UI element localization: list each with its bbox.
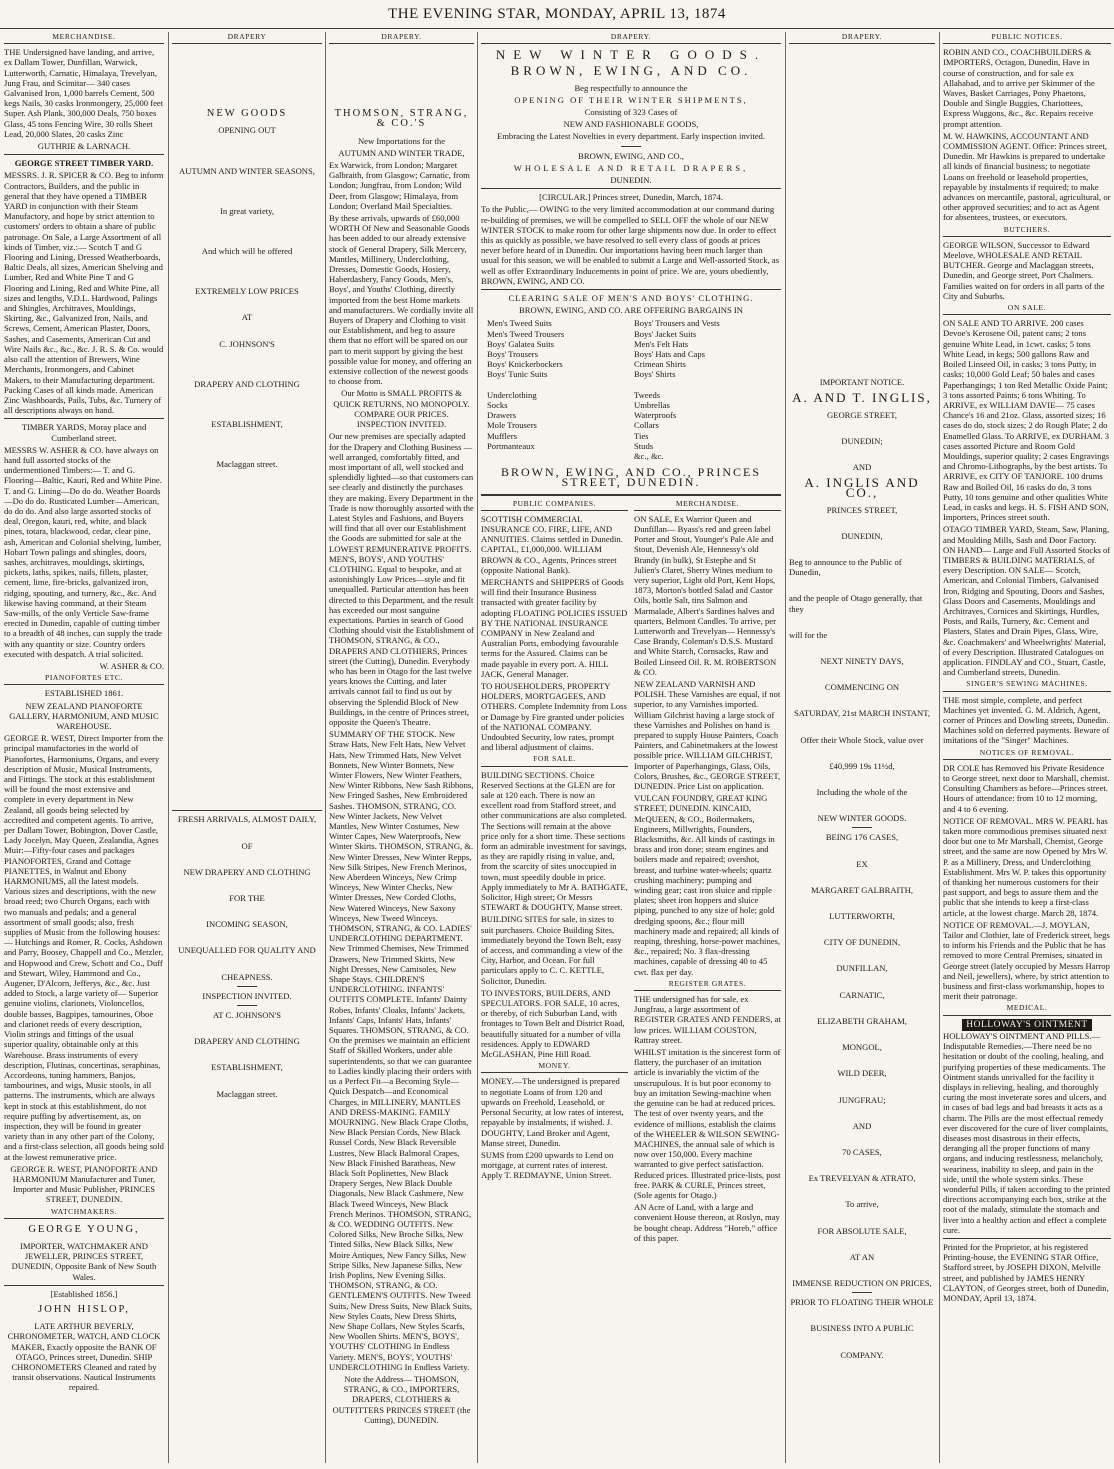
advert-address: BROWN, EWING, AND CO., PRINCES STREET, DUNEDIN. <box>500 465 761 490</box>
advert-text: VULCAN FOUNDRY, GREAT KING STREET, DUNEDIN. KINCAID, McQUEEN, & CO., Boilermakers, Engineers, Millwrights, Founders, Blacksmiths, &c. All kinds of castings in brass and iron done; steam engines and boilers made and repaired; overshot, breast, and turbine water-wheels; quartz crushing machinery; pumping and winding gear; cast iron sluice and ripple plates; sheet iron hoppers and sluice piping, punched to any size of hole; gold dredging spoons, &c.; flour mill machinery made and repaired; all kinds of reaping, threshing, horse-power machines, &c., repaired; No. 3 flax-dressing machines, capable of dressing 40 to 45 cwt. flax per day. <box>634 793 781 977</box>
advert-line: C. JOHNSON'S <box>219 338 275 349</box>
section-header: MERCHANDISE. <box>4 32 164 44</box>
advert-established: ESTABLISHED 1861. <box>44 688 124 699</box>
advert-spicer: MESSRS. J. R. SPICER & CO. Beg to inform Contractors, Builders, and the public in general that they have opened a TIMBER YARD in conjunction with their Steam Manufactory, and hope by strict attention to customers' orders to obtain a share of public patronage. On Sale, a Large Assortment of all kinds of Timber, viz.:— Scotch T and G Flooring and Lining, Dressed Weatherboards, Baltic Deals, all sizes, American Shelving and Lumber, Red and White Pine T and G Flooring and Lining, Red and White Pine, all sizes and lengths, V.D.L. Hardwood, Palings and Shingles, Architraves, Mouldings, Skirting, &c., Galvanized Iron, Nails, and Screws, Cement, American Plaster, Doors, Sashes, and Casements, American Cut and Wire Nails &c., &c., &c. J. R. S. & Co. would also call the attention of Brewers, Wine Merchants, Ironmongers, and Cabinet Makers, to their Manufacturing department. Packing Cases of all kinds made. American Zinc Washboards, Pails, Tubs, &c. Turnery of all descriptions always on hand. <box>4 170 164 416</box>
advert-line: COMPANY. <box>840 1349 884 1360</box>
advert-line: Beg respectfully to announce the <box>574 82 688 93</box>
section-header: PUBLIC COMPANIES. <box>481 499 628 511</box>
masthead-title: THE EVENING STAR, MONDAY, APRIL 13, 1874 <box>388 6 726 22</box>
advert-text: TO INVESTORS, BUILDERS, AND SPECULATORS. FOR SALE, 10 acres, or thereby, of rich Suburban Land, with frontages to Town Belt and District Road, beautifully situated for a number of villa residences. Apply to EDWARD McGLASHAN, Pine Hill Road. <box>481 987 625 1060</box>
advert-line: PRINCES STREET, <box>826 504 898 515</box>
column-rule <box>939 32 940 1463</box>
advert-line: PRIOR TO FLOATING THEIR WHOLE <box>790 1297 934 1308</box>
advert-line: BUSINESS INTO A PUBLIC <box>810 1323 914 1334</box>
section-header: DRAPERY. <box>789 32 935 44</box>
advert-wilson: GEORGE WILSON, Successor to Edward Meelove, WHOLESALE AND RETAIL BUTCHER. George and Maclaggan streets, Dunedin, and George street, Port Chalmers. Families waited on for orders in all parts of the City and Suburbs. <box>943 239 1105 301</box>
advert-line: Ex TREVELYAN & ATRATO, <box>808 1173 916 1184</box>
advert-line: EX <box>856 858 868 869</box>
section-header: DRAPERY <box>172 32 322 44</box>
advert-title: GEORGE STREET TIMBER YARD. <box>14 158 154 169</box>
ship-name: CARNATIC, <box>839 989 885 1000</box>
advert-title: GEORGE YOUNG, <box>28 1223 140 1235</box>
section-header: FOR SALE. <box>481 754 628 766</box>
list-item: Tweeds <box>634 389 661 400</box>
column-rule <box>477 32 478 1463</box>
advert-line: NEW DRAPERY AND CLOTHING <box>183 866 311 877</box>
advert-text: AN Acre of Land, with a large and convenient House thereon, at Roslyn, may be bought cheap. Address "Horeb," office of this paper. <box>634 1202 780 1243</box>
divider <box>4 154 164 155</box>
advert-line: AND <box>852 462 872 473</box>
divider <box>4 1285 164 1286</box>
advert-line: A. AND T. INGLIS, <box>792 390 932 406</box>
ship-name: MARGARET GALBRAITH, <box>810 884 913 895</box>
masthead <box>0 2 1114 29</box>
list-item: Men's Tweed Trousers <box>487 328 565 339</box>
list-item: Boys' Hats and Caps <box>634 349 706 360</box>
advert-text: WHILST imitation is the sincerest form of flattery, the purchaser of an imitation article is invariably the victim of the unscrupulous. It is but poor economy to buy an imitation Sewing-machine when the genuine can be had at reduced prices. The test of over twenty years, and the evidence of millions, establish the claims of the WHEELER & WILSON SEWING-MACHINES, the annual sale of which is now over 150,000. Every machine warranted to give perfect satisfaction. Reduced prices. Illustrated price-lists, post free. PARK & CURLE, Princes street, (Sole agents for Otago.) <box>634 1047 781 1200</box>
advert-text: SUMS from £200 upwards to Lend on mortgage, at current rates of interest. Apply T. REDMAYNE, Union Street. <box>481 1149 614 1181</box>
advert-guthrie: THE Undersigned have landing, and arrive, ex Dallam Tower, Dunfillan, Warwick, Lutterworth, Carnatic, Himalaya, Trevelyan, Jung Frau, and Scimitar— 340 cases Galvanised Iron, 1,000 barrels Cement, 500 kegs Nails, 30 casks Ironmongery, 25,000 feet Super. Ash Plank, 300,000 Deals, 750 boxes Glass, 45 tons Fencing Wire, 30 rolls Sheet Lead, 20,000 Slates, 20 casks Zinc <box>4 47 164 139</box>
advert-line: AT <box>241 312 253 323</box>
advert-text: NEW ZEALAND VARNISH AND POLISH. These Varnishes are equal, if not superior, to any Varnishes imported. William Gilchrist having a large stock of these Varnishes and Polishes on hand is prepared to supply House Painters, Coach Painters, and Cabinetmakers at the lowest possible price. WILLIAM GILCHRIST, Importer of Paperhangings, Glass, Oils, Colors, Brushes, &c., GEORGE STREET, DUNEDIN. Price List on application. <box>634 678 781 791</box>
section-header: MERCHANDISE. <box>634 499 781 511</box>
column-drapery-brown-ewing <box>481 32 781 1463</box>
advert-text: Ex Warwick, from London; Margaret Galbraith, from Glasgow; Carnatic, from London; Jungfrau, from London; Wild Deer, from Glasgow; Himalaya, from London; Overland Mail Specialties. <box>329 160 470 211</box>
section-header: DRAPERY. <box>481 32 781 44</box>
advert-text: MONEY.—The undersigned is prepared to negotiate Loans of from 120 and upwards on Freehold, Leasehold, or Personal Security, at low rates of interest, repayable by instalments, if wished. J. DOUGHTY, Land Broker and Agent, Manse street, Dunedin. <box>481 1076 624 1148</box>
ship-name: CITY OF DUNEDIN, <box>823 937 901 948</box>
advert-young: IMPORTER, WATCHMAKER AND JEWELLER, PRINCES STREET, DUNEDIN, Opposite Bank of New South Wales. <box>11 1240 157 1282</box>
section-header: ON SALE. <box>943 303 1111 315</box>
divider <box>481 289 781 290</box>
advert-signature: GUTHRIE & LARNACH. <box>37 141 131 152</box>
advert-line: NEW GOODS <box>206 108 288 120</box>
ship-name: DUNFILLAN, <box>836 963 888 974</box>
advert-line: DUNEDIN; <box>841 435 883 446</box>
advert-holloway: HOLLOWAY'S OINTMENT AND PILLS.—Indisputable Remedies.—There need be no hesitation or doubt of the cooling, healing, and purifying properties of these medicaments. The Ointment stands unrivalled for the facility it displays in relieving, healing, and thoroughly curing the most inveterate sores and ulcers, and in cases of bad legs and bad breasts it acts as a charm. The Pills are the most effectual remedy ever discovered for the cure of liver complaints, diseases most disastrous in their effects, deranging all the proper functions of many organs, and inducing restlessness, melancholy, weariness, inability to sleep, and pain in the side, until the whole system sinks. These wonderful Pills, if taken according to the printed directions accompanying each box, strike at the root of the malady, stimulate the stomach and liver into a healthy action and effect a complete cure. <box>943 1030 1111 1235</box>
list-item: Ties <box>634 430 649 441</box>
advert-line: BROWN, EWING, AND CO. ARE OFFERING BARGAINS IN <box>519 305 743 316</box>
list-item: Portmanteaux <box>487 440 535 451</box>
list-item: Drawers <box>487 410 517 421</box>
advert-line: In great variety, <box>219 205 275 216</box>
advert-hislop: LATE ARTHUR BEVERLY, CHRONOMETER, WATCH, AND CLOCK MAKER, Exactly opposite the BANK OF OTAGO, Princes street, Dunedin. SHIP CHRONOMETERS Cleaned and rated by transit observations. Nautical Instruments repaired. <box>7 1321 161 1393</box>
column-merchandise <box>4 32 164 1463</box>
advert-title: THOMSON, STRANG, & CO.'S <box>334 108 469 130</box>
ship-name: WILD DEER, <box>837 1068 887 1079</box>
advert-line: AT AN <box>849 1251 875 1262</box>
ship-name: LUTTERWORTH, <box>829 911 895 922</box>
advert-text: Our new premises are specially adapted for the Drapery and Clothing Business — well arranged, comfortably fitted, and most important of all, well stocked and splendidly lighted—so that customers can see clearly and distinctly the purchases they are making. Every Department in the Trade is now thoroughly assorted with the Latest Styles and Fashions, and Buyers will find that all over our Establishment the Goods are submitted for sale at the LOWEST REMUNERATIVE PROFITS. MEN'S, BOYS', AND YOUTHS' CLOTHING. Equal to bespoke, and at astonishingly Low Prices—style and fit unequalled. Particular attention has been directed to this Department, and the result has exceeded our most sanguine expectations. Parties in search of Good Clothing should visit the Establishment of THOMSON, STRANG, & CO., DRAPERS AND CLOTHIERS, Princes street (the Cutting), Dunedin. Everybody who has been in Otago for the last twelve years knows the Cutting, and later arrivals cannot fail to find us out by observing the Splendid Block of New Buildings, in the centre of Princes street, opposite the Queen's Theatre. <box>329 431 474 727</box>
advert-line: Maclaggan street. <box>216 1088 278 1099</box>
notice-cole: DR COLE has Removed his Private Residence to George street, next door to Marshall, chemist. Consulting Chambers as before—Princes street. Hours of attendance: from 10 to 12 morning, and 4 to 6 evening. <box>943 762 1110 814</box>
advert-singer: THE most simple, complete, and perfect Machines yet invented. G. M. Aldrich, Agent, corner of Princes and Dowling streets, Dunedin. Machines sold on deferred payments. Beware of imitations of the "Singer" Machines. <box>943 694 1110 746</box>
advert-line: AT C. JOHNSON'S <box>212 1010 281 1021</box>
advert-line: Consisting of 323 Cases of <box>584 107 678 118</box>
imprint: Printed for the Proprietor, at his registered Printing-house, the EVENING STAR Office, Stafford street, by JOSEPH DIXON, Melville street, and published by JAMES HENRY CLAYTON, of Georges street, both of Dunedin, MONDAY, April 13, 1874. <box>943 1241 1109 1303</box>
list-item: Collars <box>634 420 659 431</box>
advert-robin: ROBIN AND CO., COACHBUILDERS & IMPORTERS, Octagon, Dunedin, Have in course of construction, and for sale ex Allahabad, and to arrive per Skimmer of the Waves, Basket Carriages, Pony Phaetons, Double and Single Buggies, Chariottees, Express Waggons, &c., &c. Repairs receive prompt attention. <box>943 47 1095 129</box>
advert-text: MERCHANTS and SHIPPERS of Goods will find their Insurance Business transacted with greater facility by adopting FLOATING POLICIES ISSUED BY THE NATIONAL INSURANCE COMPANY in New Zealand and Australian Ports, embodying favourable terms for the Assured. Claims can be made payable in every port. A. HILL JACK, General Manager. <box>481 576 628 679</box>
column-rule <box>168 32 169 1463</box>
list-item: Boys' Shirts <box>634 369 676 380</box>
section-header: NOTICES OF REMOVAL. <box>943 748 1111 760</box>
list-item: Mufflers <box>487 430 517 441</box>
advert-line: AND <box>852 1120 872 1131</box>
circular-text: To the Public,— OWING to the very limited accommodation at our command during re-building of premises, we will be compelled to SELL OFF the whole of our NEW WINTER STOCK to make room for other large shipments now due. In order to effect this as quickly as possible, we have resolved to sell every class of goods at prices never before heard of in Dunedin. Our importations having been much larger than usual for this season, we will be enabled to submit a Large and Well-assorted Stock, as well as offer Extraordinary Inducements in point of price. We are, yours obediently, BROWN, EWING, AND CO. <box>481 204 780 286</box>
section-header: PIANOFORTES ETC. <box>4 673 164 685</box>
section-header: SINGER'S SEWING MACHINES. <box>943 679 1111 691</box>
advert-text: TO HOUSEHOLDERS, PROPERTY HOLDERS, MORTGAGEES, AND OTHERS. Complete Indemnity from Loss or Damage by Fire granted under policies of the NATIONAL COMPANY. Undoubted Security, low rates, prompt and liberal adjustment of claims. <box>481 680 627 753</box>
section-header: PUBLIC NOTICES. <box>943 32 1111 44</box>
list-item: Crimean Shirts <box>634 359 686 370</box>
advert-motto: Our Motto is SMALL PROFITS & QUICK RETURNS, NO MONOPOLY. COMPARE OUR PRICES. INSPECTION INVITED. <box>333 388 470 430</box>
list-item: Underclothing <box>487 389 537 400</box>
advert-line: and the people of Otago generally, that they <box>789 593 923 614</box>
ship-name: ELIZABETH GRAHAM, <box>817 1015 907 1026</box>
advert-fish: ON SALE AND TO ARRIVE. 200 cases Devoe's Kerosene Oil, patent cans; 2 tons genuine White Lead, in 1cwt. casks; 5 tons White Lead, in kegs; 500 gallons Raw and Boiled Linseed Oil, in casks; 3 tons Putty, in casks; 10,000 Gold Leaf; 50 bales and cases Paperhangings; 1 ton Red Metallic Oxide Paint; 3 tons assorted Paints; 6 tons Whiting. To ARRIVE, ex WILLIAM DAVIE— 75 cases Chance's 16 and 21oz. Glass, assorted sizes; 16 cases do do, stock sizes; 2 do Rough Plate; 2 do Enamelled Glass. To ARRIVE, ex DURHAM. 3 cases assorted Picture and Room Gold Mouldings, superior quality; 2 cases Engravings and Chromo-Lithographs, by the best artists. To ARRIVE, ex CITY OF TANJORE. 100 drums Raw and Boiled Oil, 16 casks do do, 3 tons Putty, 10 tons genuine and other qualities White Lead, in casks and kegs. H. S. FISH AND SON, Importers, Princes street south. <box>943 318 1110 523</box>
list-item: Boys' Galatea Suits <box>487 338 554 349</box>
list-item: Boys' Knickerbockers <box>487 359 563 370</box>
list-item: Socks <box>487 399 508 410</box>
notice-moylan: NOTICE OF REMOVAL.—J. MOYLAN, Tailor and Clothier, late of Frederick street, begs to inform his Friends and the Public that he has removed to more Central Premises, situated in George street (lately occupied by Messrs Harrop and Neil, jewellers), where, by strict attention to business and first-class workmanship, hopes to merit their patronage. <box>943 919 1110 1002</box>
lower-split <box>481 499 781 1245</box>
bargain-list-right <box>634 318 775 461</box>
list-item: Mole Trousers <box>487 420 537 431</box>
holloway-badge-text: HOLLOWAY'S OINTMENT <box>962 1019 1091 1031</box>
divider <box>481 188 781 189</box>
advert-line: DUNEDIN, <box>841 530 883 541</box>
advert-line: A. INGLIS AND CO., <box>804 475 920 501</box>
advert-asher: MESSRS W. ASHER & CO. have always on hand full assorted stocks of the undermentioned Timbers:— T. and G. Flooring—Baltic, Kauri, Red and White Pine. T. and G. Lining—Do do do. Weather Boards—Do do do. Rusticated Lumber—American, do do do. And also large assorted stocks of deal, Oregon, kauri, red, white, and black pines, totara, blackwood, cedar, clear pine, ash, American and Colonial shelving, lumber, Hobart Town palings and shingles, doors, sashes, architraves, mouldings, skirtings, pickets, laths, spikes, nails, fillets, plaster, cement, lime, fire-bricks, galvanized iron, ridging, spouting, and turnery, &c., &c. And likewise having command, at their Steam Saw-mills, of the only Verticle Saw-frame erected in Dunedin, capable of cutting timber to a breadth of 48 inches, can supply the trade with any quantity or size. Country orders executed with despatch. A trial solicited. <box>4 444 162 659</box>
bargain-list <box>487 318 775 461</box>
advert-line: ESTABLISHMENT, <box>211 419 283 430</box>
column-rule <box>785 32 786 1463</box>
advert-line: FOR ABSOLUTE SALE, <box>817 1225 907 1236</box>
advert-line: ESTABLISHMENT, <box>211 1062 283 1073</box>
column-public-notices <box>943 32 1111 1463</box>
advert-title: CLEARING SALE OF MEN'S AND BOYS' CLOTHING. <box>508 293 754 304</box>
lower-left <box>481 499 628 1245</box>
divider <box>943 1238 1111 1239</box>
ship-name: JUNGFRAU; <box>838 1094 886 1105</box>
advert-signature: GEORGE R. WEST, PIANOFORTE AND HARMONIUM Manufacturer and Tuner, Importer and Music Publisher, PRINCES STREET, DUNEDIN. <box>10 1163 158 1205</box>
advert-title: NEW ZEALAND PIANOFORTE GALLERY, HARMONIUM, AND MUSIC WAREHOUSE. <box>9 700 159 731</box>
advert-line: INSPECTION INVITED. <box>202 990 292 1001</box>
section-header: WATCHMAKERS. <box>4 1207 164 1219</box>
advert-line: BEING 176 CASES, <box>825 832 899 843</box>
advert-title: NEW WINTER GOODS. <box>495 47 767 63</box>
list-item: Boys' Trousers and Vests <box>634 318 720 329</box>
advert-line: IMMENSE REDUCTION ON PRICES, <box>792 1277 932 1288</box>
advert-line: EXTREMELY LOW PRICES <box>195 286 299 297</box>
advert-line: AUTUMN AND WINTER SEASONS, <box>179 165 315 176</box>
list-item: Men's Felt Hats <box>634 338 689 349</box>
advert-stock: SUMMARY OF THE STOCK. New Straw Hats, New Felt Hats, New Velvet Hats, New Trimmed Hats, New Velvet Bonnets, New Winter Bonnets, New Winter Flowers, New Winter Feathers, New Winter Ribbons, New Sash Ribbons, New Fringed Sashes, New Embroidered Sashes. THOMSON, STRANG, CO. New Winter Jackets, New Velvet Mantles, New Winter Costumes, New Winter Capes, New Waterproofs, New Winter Skirts. THOMSON, STRANG, &. New Winter Dresses, New Winter Repps, New Silk Stripes, New French Merinos, New Aberdeen Winceys, New Crimp Winceys, New Winter Checks, New Winter Dresses, New Corded Cloths, New Watered Winceys, New Saxony Winceys, New Tweed Winceys. THOMSON, STRANG, & CO. LADIES' UNDERCLOTHING DEPARTMENT. New Trimmed Chemises, New Trimmed Drawers, New Trimmed Skirts, New Night Dresses, New Camisoles, New Shape Stays. CHILDREN'S UNDERCLOTHING. INFANTS' OUTFITS COMPLETE. Infants' Dainty Robes, Infants' Cloaks, Infants' Jackets, Infants' Caps, Infants' Hats, Infants' Squares. THOMSON, STRANG, & CO. On the premises we maintain an efficient Staff of Skilled Workers, under able superintendents, so that we can guarantee to Ladies kindly placing their orders with us a Perfect Fit—a Becoming Style—Quick Despatch—and Economical Charges, in MILLINERY, MANTLES AND DRESS-MAKING. FAMILY MOURNING. New Black Crape Cloths, New Black Persian Cords, New Black Russel Cords, New Black Reversible Lustres, New Black Balmoral Crapes, New Black Finished Baratheas, New Black Soft Poplinettes, New Black Drapery Serges, New Black Double Diagonals, New Black Cashmere, New Black Tweed Winceys, New Black French Merinos. THOMSON, STRANG, & CO. WEDDING OUTFITS. New Colored Silks, New Broche Silks, New Tinted Silks, New Black Silks, New Moire Antiques, New Fancy Silks, New Stripe Silks, New Japanese Silks, New Irish Poplins, New Evening Silks. THOMSON, STRANG, & CO. GENTLEMEN'S OUTFITS. New Tweed Suits, New Dress Suits, New Black Suits, New Styles Coats, New Dress Shirts, New Shape Collars, New Styles Scarfs, New Woollen Shirts. MEN'S, BOYS', YOUTHS' CLOTHING In Endless Variety. MEN'S, BOYS', YOUTHS' UNDERCLOTHING In Endless Variety. <box>329 729 474 1372</box>
advert-line: New Importations for the <box>357 135 446 146</box>
advert-line: NEW WINTER GOODS. <box>817 813 907 824</box>
advert-line: FRESH ARRIVALS, ALMOST DAILY, <box>177 814 317 825</box>
advert-line: DRAPERY AND CLOTHING <box>194 378 300 389</box>
advert-line: SATURDAY, 21st MARCH INSTANT, <box>794 708 930 719</box>
advert-line: UNEQUALLED FOR QUALITY AND <box>178 945 316 956</box>
advert-west: GEORGE R. WEST, Direct Importer from the principal manufactories in the world of Pianofortes, Harmoniums, Organs, and every description of Music, Musical Instruments, and Fittings. The stock at this establishment will be found the most extensive and complete in every department in New Zealand, all goods being selected by accredited and competent agents. To arrive, per Dallam Tower, Bobington, Dover Castle, Lady Jocelyn, May Queen, Zealandia, Agnes Muir:—Fifty-four cases and packages PIANOFORTES, Grand and Cottage PIANETTES, in Walnut and Ebony HARMONIUMS, all the latest models. Various sizes and descriptions, with the new broad reed; two Church Organs, each with two manuals and pedals; and a general assortment of small goods; also, fresh supplies of Music from the following houses:— Hutchings and Romer, R. Cocks, Ashdown and Parry, Boosey, Chappell and Co., Metzler, and Hopwood and Crew, Schott and Co., Duff and Stewart, Wiley, Hammond and Co., Augener, D'Alcorn, Jefferys, &c., &c. Just added to Stock, a large variety of— Superior genuine violins, clarionets, Violoncellos, double basses, Bagpipes, tamourines, Oboe and clarionet reeds of every description, Violin strings and fittings of the usual superior quality, obtainable only at this Warehouse. Brass instruments of every description, Flutinas, concertinas, seraphinas, Accordeons, tuning hammers, Banjos, tambourines, and wigs, Music stools, in all patterns. The instruments, which are always kept in stock at this establishment, do not require puffing by advertisement, as, on inspection, they will be found in greater variety than in any other part of the Colony, and a first-class selection, all goods being sold at the lowest remunerative price. <box>4 733 164 1162</box>
divider <box>481 494 781 496</box>
advert-line: OPENING OF THEIR WINTER SHIPMENTS, <box>514 94 748 105</box>
ship-name: MONGOL, <box>842 1042 882 1053</box>
column-drapery-inglis <box>789 32 935 1463</box>
advert-line: GEORGE STREET, <box>826 409 898 420</box>
list-item: Waterproofs <box>634 410 677 421</box>
lower-right <box>634 499 781 1245</box>
advert-line: Embracing the Latest Novelties in every department. Early inspection invited. <box>497 131 765 142</box>
advert-line: CHEAPNESS. <box>221 971 273 982</box>
advert-text: BUILDING SITES for sale, in sizes to suit purchasers. Choice Building Sites, immediately beyond the Town Belt, easy of access, and commanding a view of the City, Harbor, and Ocean. For full particulars apply to C. C. KETTLE, Solicitor, Dunedin. <box>481 914 623 986</box>
advert-line: FOR THE <box>229 893 265 904</box>
column-drapery-thomson <box>329 32 474 1463</box>
divider <box>4 418 164 419</box>
advert-text: THE undersigned has for sale, ex Jungfrau, a large assortment of REGISTER GRATES AND FENDERS, at low prices. WILLIAM COUSTON, Rattray street. <box>634 994 781 1045</box>
advert-line: COMMENCING ON <box>824 682 900 693</box>
section-header: DRAPERY. <box>329 32 474 44</box>
advert-line: NEXT NINETY DAYS, <box>820 656 904 667</box>
advert-line: WHOLESALE AND RETAIL DRAPERS, <box>513 162 749 173</box>
holloway-badge <box>943 1019 1111 1031</box>
advert-line: Offer their Whole Stock, value over <box>800 734 924 745</box>
advert-line: To arrive, <box>845 1199 879 1210</box>
advert-line: 70 CASES, <box>842 1146 882 1157</box>
advert-title: BROWN, EWING, AND CO. <box>510 63 752 79</box>
advert-line: will for the <box>789 629 828 640</box>
section-header: MONEY. <box>481 1061 628 1073</box>
advert-line: Maclaggan street. <box>216 459 278 470</box>
advert-line: OF <box>241 840 253 851</box>
advert-hawkins: M. W. HAWKINS, ACCOUNTANT AND COMMISSION AGENT. Office: Princes street, Dunedin. Mr Hawkins is prepared to undertake all kinds of financial business; to negotiate Loans on freehold or leasehold properties, repayable by instalments if required; to make advances on mercantile, pastoral, agricultural, or other approved securities; and to act as Agent for absentees, trustees, or executors. <box>943 130 1111 223</box>
advert-line: AUTUMN AND WINTER TRADE, <box>338 147 465 158</box>
list-item: Men's Tweed Suits <box>487 318 552 329</box>
advert-text: By these arrivals, upwards of £60,000 WORTH Of New and Seasonable Goods has been added to our already extensive stock of General Drapery, Silk Mercery, Mantles, Millinery, Underclothing, Dresses, Domestic Goods, Hosiery, Haberdashery, Fancy Goods, Men's, Boys', and Youths' Clothing, directly imported from the best Home markets and manufacturers. We cordially invite all Buyers of Drapery and Clothing to visit our Establishment, and beg to assure them that no effort will be spared on our part to merit support by giving the best possible value for money, and offering an extensive collection of the newest goods to choose from. <box>329 213 474 387</box>
section-header: REGISTER GRATES. <box>634 979 781 991</box>
advert-line: And which will be offered <box>201 246 293 257</box>
list-item: Boys' Tunic Suits <box>487 369 548 380</box>
list-item: Umbrellas <box>634 399 670 410</box>
advert-line: INCOMING SEASON, <box>206 919 288 930</box>
advert-line: Including the whole of the <box>816 787 908 798</box>
section-header: BUTCHERS. <box>943 225 1111 237</box>
notice-pearl: NOTICE OF REMOVAL. MRS W. PEARL has taken more commodious premises situated next door but one to Mr Marshall, Chemist, George street, and the same are now Opened by Mrs W. P. as a Millinery, Dress, and Underclothing Establishment. Mrs W. P. takes this opportunity of thanking her numerous customers for their past support, and begs to assure them and the public that she intends to keep a first-class article, at the lowest charge. March 28, 1874. <box>943 815 1108 918</box>
advert-line: DRAPERY AND CLOTHING <box>194 1036 300 1047</box>
divider <box>172 810 322 811</box>
bargain-list-left <box>487 318 628 461</box>
advert-line: Beg to announce to the Public of Dunedin, <box>789 557 902 578</box>
advert-text: SCOTTISH COMMERCIAL INSURANCE CO. FIRE, LIFE, AND ANNUITIES. Claims settled in Dunedin. CAPITAL, £1,000,000. WILLIAM BROWN & CO., Agents, Princes street (opposite National Bank). <box>481 513 623 575</box>
column-drapery-johnson <box>172 32 322 1463</box>
advert-signature: W. ASHER & CO. <box>99 660 164 671</box>
column-rule <box>325 32 326 1463</box>
advert-line: £40,999 19s 11½d, <box>829 760 895 771</box>
list-item: Boys' Jacket Suits <box>634 328 697 339</box>
advert-line: BROWN, EWING, AND CO., <box>578 150 684 161</box>
advert-established: [Established 1856.] <box>50 1288 118 1299</box>
advert-otago-timber: OTAGO TIMBER YARD, Steam, Saw, Planing, and Moulding Mills, Sash and Door Factory. ON HAND— Large and Full Assorted Stocks of TIMBERS & BUILDING MATERIALS, of every Description. ON SALE— Scotch, American, and Colonial Timbers, Galvanised Iron, Ridging and Spouting, Doors and Sashes, Glass Doors and Casements, Mouldings and Architraves, Cornices and Skirtings, Hurdles, Posts, and Rails, Turnery, &c. Cement and Plasters, Slates and Drain Pipes, Glass, Wire, &c. Coachmakers' and Wheelwrights' Material, of every Description. Illustrated Catalogues on application. FINDLAY and CO., Stuart, Castle, and Cumberland streets, Dunedin. <box>943 524 1111 678</box>
advert-line: NEW AND FASHIONABLE GOODS, <box>563 119 699 130</box>
advert-line: DUNEDIN. <box>610 175 652 186</box>
section-header: MEDICAL. <box>943 1003 1111 1015</box>
circular-heading: [CIRCULAR.] Princes street, Dunedin, March, 1874. <box>539 192 723 203</box>
advert-title: TIMBER YARDS, Moray place and Cumberland street. <box>21 422 147 443</box>
advert-line: IMPORTANT NOTICE. <box>819 377 905 388</box>
advert-line: OPENING OUT <box>218 125 276 136</box>
list-item: Studs <box>634 440 654 451</box>
list-item: &c., &c. <box>634 450 664 461</box>
advert-title: JOHN HISLOP, <box>38 1303 130 1315</box>
list-item: Boys' Trousers <box>487 349 538 360</box>
advert-text: BUILDING SECTIONS. Choice Reserved Sections at the GLEN are for sale at 120 each. There is now an excellent road from Stafford street, and other communications are also completed. The Sections will remain at the above price only for a short time. These sections form an admirable investment for savings, as they are rapidly rising in value, and, from the scarcity of sites unoccupied in town, must speedily double in price. Apply immediately to Mr A. BATHGATE, Solicitor, High street; Or Messrs STEWART & DOUGHTY, Manse street. <box>481 769 628 913</box>
advert-address: Note the Address— THOMSON, STRANG, & CO., IMPORTERS, DRAPERS, CLOTHIERS & OUTFITTERS PRINCES STREET (the Cutting), DUNEDIN. <box>332 1373 471 1425</box>
advert-text: ON SALE, Ex Warrior Queen and Dunfillan— Byass's red and green label Porter and Stout, Younger's Pale Ale and Stout, Devenish Ale, Hennessy's old Brandy (in bulk), St Estephe and St Julien's Claret, Sherry Wines medium to very superior, Light old Port, Kent Hops, 1873, Morton's bottled Salad and Castor Oils, bottle Salt, tins Salmon and Marmalade, Albert's Sardines halves and quarters, Belmont Candles. To arrive, per Lutterworth and Trevelyan— Hennessy's Case Brandy, Coleman's D.S.S. Mustard and White Starch, Cornsacks, Raw and Boiled Linseed Oil. R. M. ROBERTSON & CO. <box>634 513 777 677</box>
